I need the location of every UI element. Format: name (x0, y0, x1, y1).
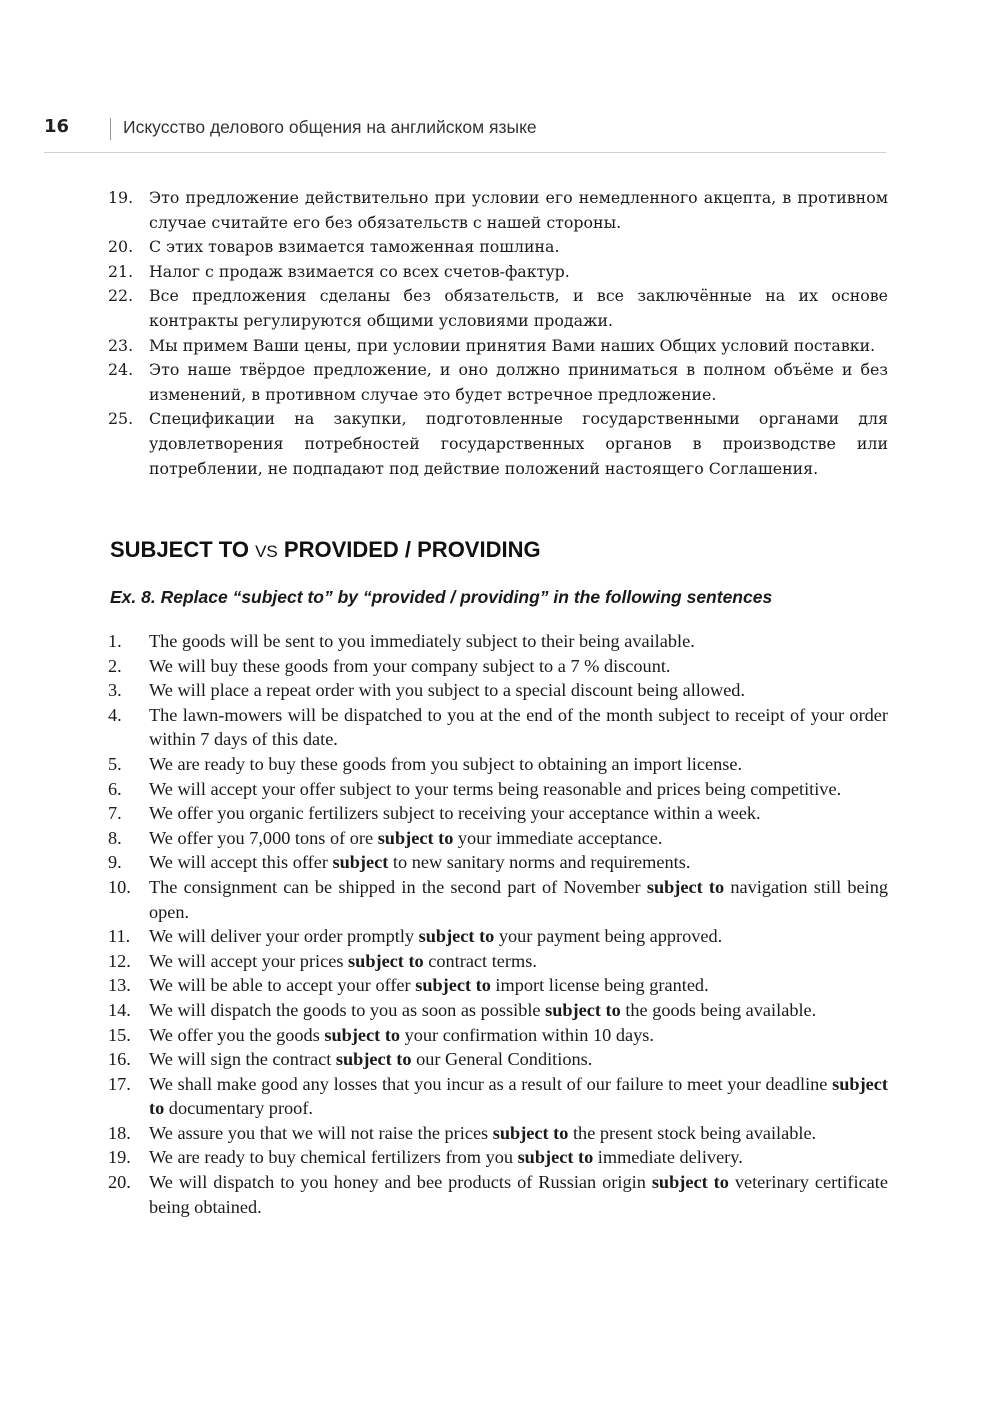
item-emphasis: subject to (335, 1049, 412, 1070)
item-text: Спецификации на закупки, подготовленные государственными органами для удовлетворения потребностей государственных органов в производстве или потреблении, не подпадают под действие положений настоящего Соглашения. (149, 409, 888, 478)
item-number: 10. (108, 876, 131, 897)
item-number: 14. (108, 999, 131, 1020)
item-number: 6. (108, 778, 122, 799)
item-text-end: import license being granted. (490, 975, 709, 996)
header-divider (110, 118, 111, 140)
item-number: 19. (108, 188, 134, 207)
list-item (108, 924, 888, 949)
list-item (108, 850, 888, 875)
list-item (108, 973, 888, 998)
item-number: 11. (108, 926, 131, 947)
item-emphasis: subject to (418, 926, 495, 947)
item-number: 17. (108, 1073, 131, 1094)
item-number: 16. (108, 1049, 131, 1070)
item-text: The consignment can be shipped in the second part of November (149, 876, 647, 897)
list-item (108, 777, 888, 802)
item-text: We will accept your prices (149, 950, 349, 971)
list-item (108, 826, 888, 851)
list-item (108, 334, 888, 359)
item-text: Налог с продаж взимается со всех счетов-фактур. (149, 261, 570, 281)
item-emphasis: subject to (324, 1024, 401, 1045)
page-number: 16 (44, 116, 70, 137)
list-item (108, 1047, 888, 1072)
item-text: We shall make good any losses that you incur as a result of our failure to meet your deadline (149, 1073, 833, 1094)
page-header (44, 112, 886, 153)
list-item (108, 703, 888, 752)
list-item (108, 654, 888, 679)
item-number: 25. (108, 409, 134, 429)
item-text: We will place a repeat order with you subject to a special discount being allowed. (149, 680, 746, 701)
item-text: Это предложение действительно при условии его немедленного акцепта, в противном случае считайте его без обязательств с нашей стороны. (149, 188, 888, 232)
item-number: 19. (108, 1147, 131, 1168)
item-number: 21. (108, 261, 134, 281)
item-emphasis: subject to (415, 975, 491, 996)
section-heading-vs: VS (255, 542, 278, 561)
list-item (108, 1121, 888, 1146)
section-heading-part1: SUBJECT TO (110, 537, 249, 562)
item-text: We offer you the goods (149, 1024, 325, 1045)
item-text-end: your immediate acceptance. (453, 827, 663, 848)
section-heading-part2: PROVIDED / PROVIDING (283, 537, 541, 562)
item-text-end: documentary proof. (164, 1098, 313, 1119)
exercise-title: Ex. 8. Replace “subject to” by “provided / providing” in the following sentences (110, 587, 773, 607)
list-item (108, 284, 888, 333)
running-title: Искусство делового общения на английском языке (123, 117, 537, 137)
item-text: С этих товаров взимается таможенная пошлина. (149, 237, 560, 257)
item-emphasis: subject (332, 852, 389, 873)
item-emphasis: subject to (517, 1147, 594, 1168)
item-text-end: to new sanitary norms and requirements. (388, 852, 691, 873)
item-emphasis: subject to (651, 1172, 729, 1193)
list-item (108, 186, 888, 235)
item-text: We will sign the contract (149, 1049, 336, 1070)
list-item (108, 629, 888, 654)
item-text-end: the present stock being available. (568, 1122, 817, 1143)
item-text: We assure you that we will not raise the prices (149, 1122, 493, 1143)
item-text: We will deliver your order promptly (149, 926, 419, 947)
item-text: We will dispatch the goods to you as soon as possible (149, 999, 546, 1020)
item-number: 12. (108, 950, 131, 971)
item-emphasis: subject to (492, 1122, 569, 1143)
item-text: We will dispatch to you honey and bee products of Russian origin (149, 1172, 652, 1193)
list-item (108, 407, 888, 481)
item-number: 13. (108, 975, 131, 996)
list-item (108, 358, 888, 407)
english-sentence-list (108, 629, 888, 1219)
item-number: 4. (108, 704, 122, 725)
list-item (108, 235, 888, 260)
item-text-end: veterinary certificate being obtained. (149, 1172, 888, 1217)
item-number: 3. (108, 680, 122, 701)
list-item (108, 752, 888, 777)
list-item (108, 998, 888, 1023)
item-emphasis: subject to (377, 827, 454, 848)
item-text-end: navigation still being open. (149, 876, 888, 922)
item-text: We offer you organic fertilizers subject to receiving your acceptance within a week. (149, 803, 761, 824)
list-item (108, 1072, 888, 1121)
item-text-end: your payment being approved. (494, 926, 723, 947)
item-number: 1. (108, 631, 122, 651)
item-number: 8. (108, 827, 122, 848)
list-item (108, 801, 888, 826)
item-text-end: immediate delivery. (593, 1147, 743, 1168)
item-number: 5. (108, 753, 122, 774)
item-number: 22. (108, 286, 134, 306)
item-number: 18. (108, 1122, 131, 1143)
item-number: 9. (108, 852, 122, 873)
item-text: We will accept this offer (149, 852, 333, 873)
section-heading (110, 537, 541, 563)
item-text: We offer you 7,000 tons of ore (149, 827, 378, 848)
item-text: Это наше твёрдое предложение, и оно должно приниматься в полном объёме и без изменений, в противном случае это будет встречное предложение. (149, 360, 888, 404)
list-item (108, 678, 888, 703)
list-item (108, 1023, 888, 1048)
list-item (108, 260, 888, 285)
item-text: The lawn-mowers will be dispatched to you at the end of the month subject to receipt of your order within 7 days of this date. (149, 704, 888, 750)
item-text: Мы примем Ваши цены, при условии принятия Вами наших Общих условий поставки. (149, 335, 876, 355)
item-number: 20. (108, 237, 134, 257)
item-number: 24. (108, 360, 134, 380)
item-number: 20. (108, 1172, 131, 1193)
item-text: We will be able to accept your offer (149, 975, 416, 996)
item-text-end: our General Conditions. (411, 1049, 593, 1070)
item-text: We will buy these goods from your company subject to a 7 % discount. (149, 655, 671, 676)
item-text-end: contract terms. (423, 950, 537, 971)
item-text: We are ready to buy chemical fertilizers from you (149, 1147, 518, 1168)
item-text: The goods will be sent to you immediately subject to their being available. (149, 631, 695, 651)
item-number: 15. (108, 1024, 131, 1045)
item-text-end: your confirmation within 10 days. (400, 1024, 654, 1045)
item-emphasis: subject to (646, 876, 725, 897)
item-number: 23. (108, 335, 134, 355)
item-emphasis: subject to (545, 999, 621, 1020)
list-item (108, 1145, 888, 1170)
list-item (108, 949, 888, 974)
item-text: We will accept your offer subject to your terms being reasonable and prices being competitive. (149, 778, 842, 799)
item-emphasis: subject to (348, 950, 424, 971)
item-text: We are ready to buy these goods from you subject to obtaining an import license. (149, 753, 743, 774)
item-text-end: the goods being available. (620, 999, 817, 1020)
item-emphasis: subject to (149, 1073, 888, 1119)
item-number: 7. (108, 803, 122, 824)
russian-sentence-list (108, 186, 888, 481)
item-number: 2. (108, 655, 122, 676)
list-item (108, 875, 888, 924)
list-item (108, 1170, 888, 1219)
item-text: Все предложения сделаны без обязательств, и все заключённые на их основе контракты регулируются общими условиями продажи. (149, 286, 888, 330)
